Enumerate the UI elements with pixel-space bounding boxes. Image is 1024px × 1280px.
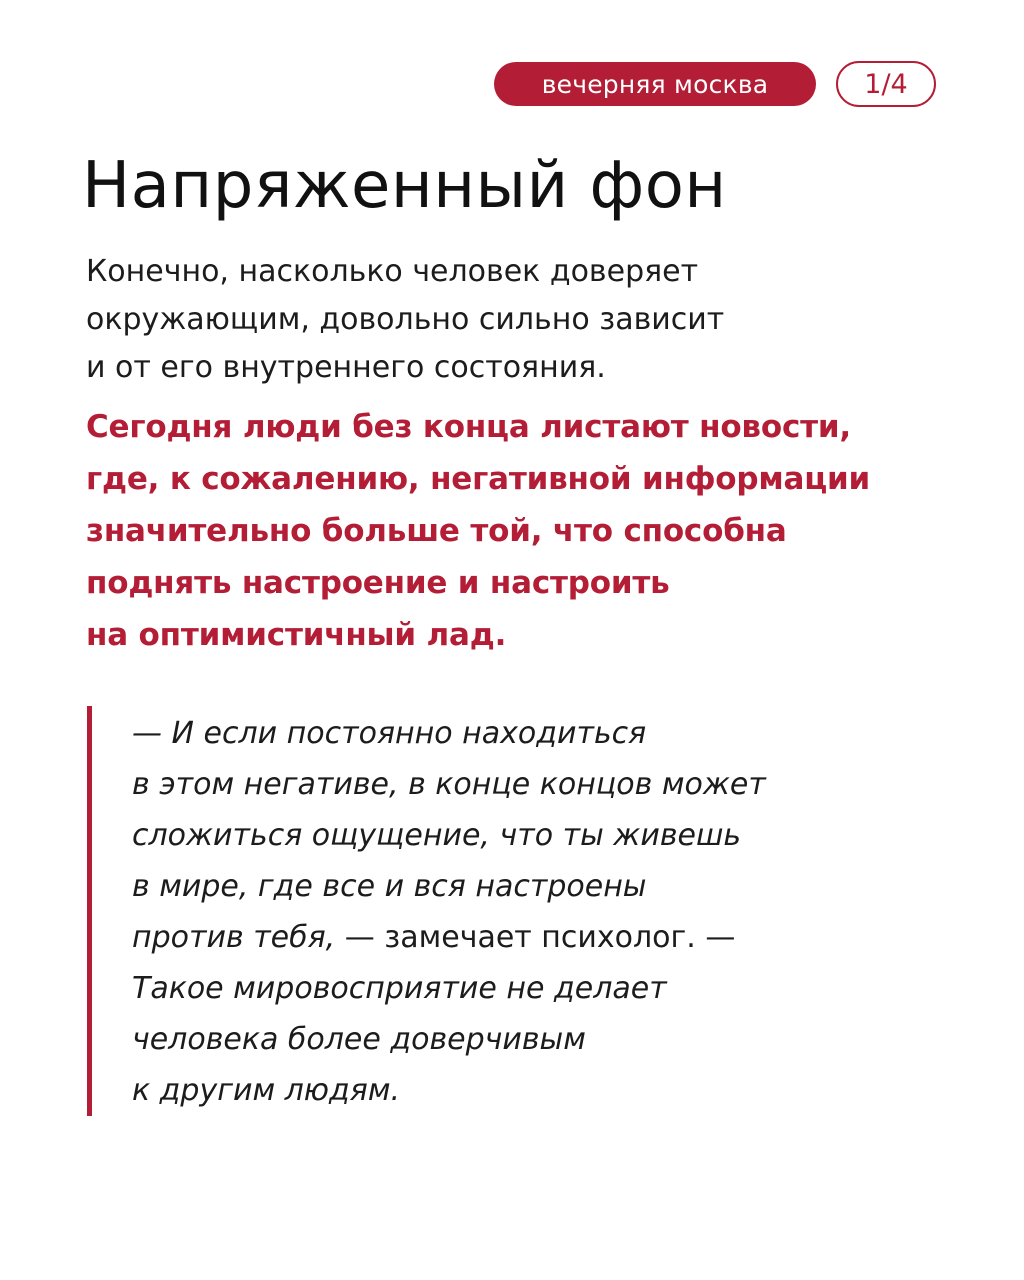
highlight-line: Сегодня люди без конца листают новости,: [86, 409, 851, 445]
page-indicator-text: 1/4: [864, 68, 908, 100]
quote-accent-bar: [87, 706, 92, 1116]
intro-paragraph: [86, 248, 966, 392]
intro-line: Конечно, насколько человек доверяет: [86, 254, 699, 289]
quote-line: в этом негативе, в конце концов может: [132, 767, 766, 802]
highlight-line: поднять настроение и настроить: [86, 565, 670, 601]
brand-name: вечерняя москва: [541, 69, 769, 99]
quote-line: Такое мировосприятие не делает: [132, 971, 667, 1006]
quote-block: [132, 708, 972, 1116]
quote-fragment: против тебя,: [132, 920, 336, 955]
quote-line: в мире, где все и вся настроены: [132, 869, 647, 904]
highlight-line: значительно больше той, что способна: [86, 513, 787, 549]
quote-line: [132, 912, 972, 963]
page-title: Напряженный фон: [82, 149, 727, 223]
intro-line: окружающим, довольно сильно зависит: [86, 302, 725, 337]
quote-attribution: — замечает психолог. —: [335, 920, 736, 955]
page-indicator: [836, 61, 936, 107]
quote-line: — И если постоянно находиться: [132, 716, 647, 751]
quote-line: к другим людям.: [132, 1073, 401, 1108]
highlight-paragraph: [86, 401, 966, 661]
highlight-line: где, к сожалению, негативной информации: [86, 461, 871, 497]
quote-line: сложиться ощущение, что ты живешь: [132, 818, 742, 853]
highlight-line: на оптимистичный лад.: [86, 617, 507, 653]
brand-badge: [494, 62, 816, 106]
intro-line: и от его внутреннего состояния.: [86, 350, 606, 385]
quote-line: человека более доверчивым: [132, 1022, 586, 1057]
